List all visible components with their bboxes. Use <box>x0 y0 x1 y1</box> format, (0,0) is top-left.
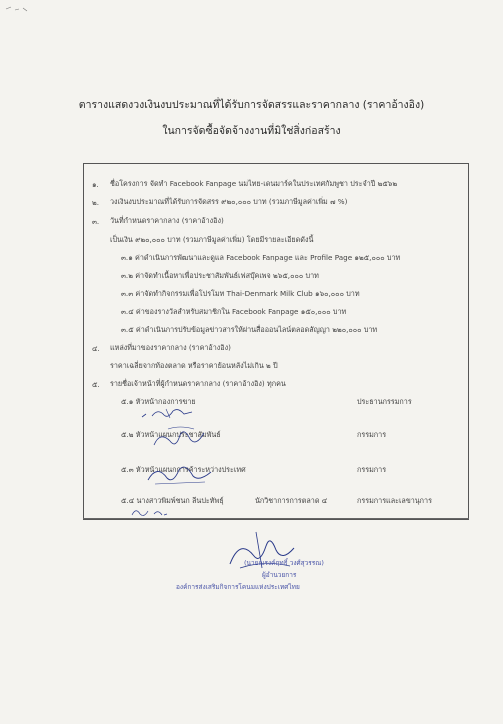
signature-5-1 <box>140 405 195 421</box>
director-name: (นายณรงค์ฤทธิ์ วงศ์สุวรรณ) <box>244 559 324 567</box>
item-number: ๓. <box>92 217 100 226</box>
reference-price-date: วันที่กำหนดราคากลาง (ราคาอ้างอิง) <box>110 216 224 225</box>
document-title: ตารางแสดงวงเงินงบประมาณที่ได้รับการจัดสรรและราคากลาง (ราคาอ้างอิง) <box>78 99 425 111</box>
signature-5-3 <box>145 460 215 488</box>
committee-member-position: นักวิชาการการตลาด ๔ <box>255 496 328 505</box>
cost-line-3-4: ๓.๔ ค่าของรางวัลสำหรับสมาชิกใน Facebook Fanpage ๑๕๐,๐๐๐ บาท <box>121 307 347 316</box>
committee-member-name: ๕.๓ หัวหน้าแผนกการค้าระหว่างประเทศ <box>121 465 246 474</box>
price-source-detail: ราคาเฉลี่ยจากท้องตลาด หรือราคาย้อนหลังไม่เกิน ๒ ปี <box>110 361 278 370</box>
committee-member-role: กรรมการ <box>357 465 387 474</box>
committee-member-name: ๕.๒ หัวหน้าแผนกประชาสัมพันธ์ <box>121 430 221 439</box>
cost-line-3-3: ๓.๓ ค่าจัดทำกิจกรรมเพื่อโปรโมท Thai-Denmark Milk Club ๑๖๐,๐๐๐ บาท <box>121 289 360 298</box>
item-number: ๒. <box>92 198 100 207</box>
item-number: ๑. <box>92 180 99 189</box>
total-amount: เป็นเงิน ๙๒๐,๐๐๐ บาท (รวมภาษีมูลค่าเพิ่ม) โดยมีรายละเอียดดังนี้ <box>110 235 314 244</box>
cost-line-3-5: ๓.๕ ค่าดำเนินการปรับข้อมูลข่าวสารให้ผ่านสื่อออนไลน์ตลอดสัญญา ๒๒๐,๐๐๐ บาท <box>121 325 378 334</box>
cost-line-3-2: ๓.๒ ค่าจัดทำเนื้อหาเพื่อประชาสัมพันธ์เฟสบุ๊คเพจ ๒๖๕,๐๐๐ บาท <box>121 271 319 280</box>
organization-stamp: องค์การส่งเสริมกิจการโคนมแห่งประเทศไทย <box>176 583 300 591</box>
project-name: ชื่อโครงการ จัดทำ Facebook Fanpage นมไทย-เดนมาร์คในประเทศกัมพูชา ประจำปี ๒๕๖๒ <box>110 179 398 188</box>
committee-member-role: กรรมการ <box>357 430 387 439</box>
signature-5-2 <box>150 423 210 453</box>
signature-5-4 <box>130 505 170 519</box>
committee-heading: รายชื่อเจ้าหน้าที่ผู้กำหนดราคากลาง (ราคาอ้างอิง) ทุกคน <box>110 379 286 388</box>
cost-line-3-1: ๓.๑ ค่าดำเนินการพัฒนาและดูแล Facebook Fanpage และ Profile Page ๑๒๕,๐๐๐ บาท <box>121 253 401 262</box>
item-number: ๕. <box>92 380 100 389</box>
committee-member-name: ๕.๑ หัวหน้ากองการขาย <box>121 397 196 406</box>
item-number: ๔. <box>92 344 100 353</box>
document-subtitle: ในการจัดซื้อจัดจ้างงานที่มิใช่สิ่งก่อสร้าง <box>162 125 341 137</box>
price-source-heading: แหล่งที่มาของราคากลาง (ราคาอ้างอิง) <box>110 343 231 352</box>
committee-member-name: ๕.๔ นางสาวพิมพ์ชนก ลีนปะทัพธุ์ <box>121 496 224 505</box>
scan-speck <box>5 5 30 13</box>
committee-member-role: ประธานกรรมการ <box>357 397 412 406</box>
director-title: ผู้อำนวยการ <box>262 571 297 579</box>
budget-amount: วงเงินงบประมาณที่ได้รับการจัดสรร ๙๒๐,๐๐๐ บาท (รวมภาษีมูลค่าเพิ่ม ๗ %) <box>110 197 348 206</box>
committee-member-role: กรรมการและเลขานุการ <box>357 496 432 505</box>
